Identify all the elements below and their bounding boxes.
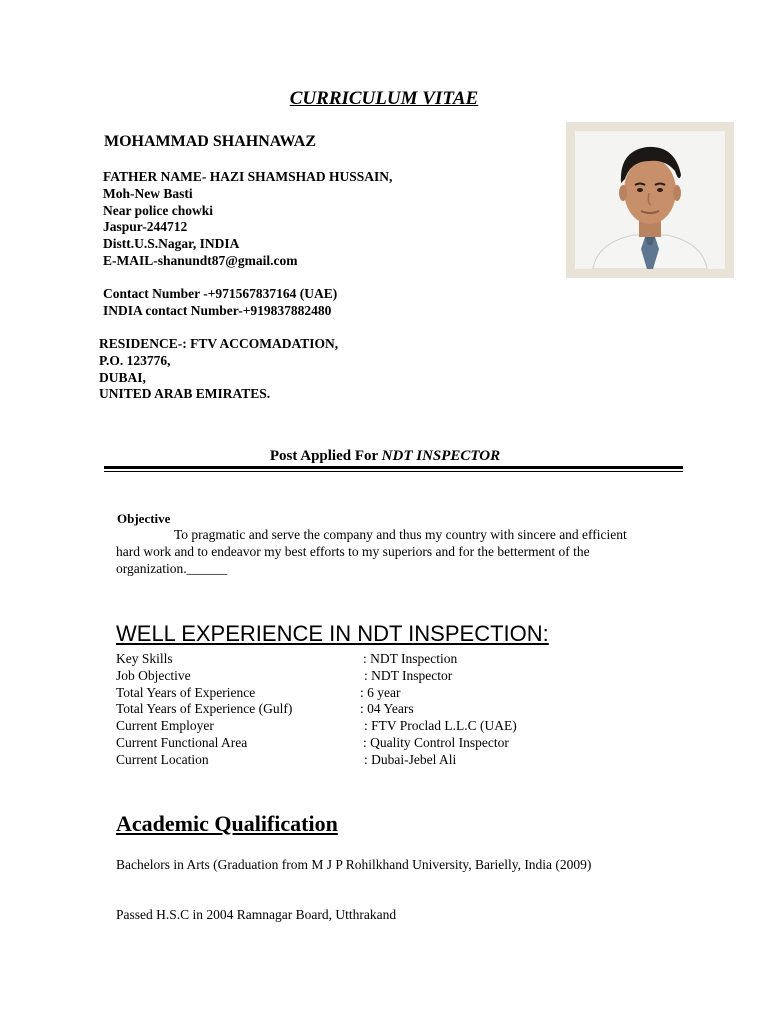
row-value: : Quality Control Inspector [363,734,509,750]
address-line: Moh-New Basti [103,185,193,201]
email-line: E-MAIL-shanundt87@gmail.com [103,252,298,268]
passport-photo [566,122,734,278]
document-title: CURRICULUM VITAE [289,88,479,109]
portrait-illustration [575,131,725,269]
residence-block [99,336,338,403]
post-label: Post Applied For [269,448,382,464]
row-value: : Dubai-Jebel Ali [364,751,457,767]
objective-text: To pragmatic and serve the company and thus my country with sincere and efficient hard work and to endeavor my best efforts to my superiors and for the betterment of the organization.______ [116,527,627,576]
objective-heading: Objective [117,511,171,526]
candidate-name: MOHAMMAD SHAHNAWAZ [104,133,316,150]
uae-contact-line: Contact Number -+971567837164 (UAE) [103,286,338,301]
post-applied-line [0,448,768,465]
academic-item: Bachelors in Arts (Graduation from M J P Rohilkhand University, Barielly, India (2009) [116,857,592,872]
row-key: Job Objective [116,667,191,683]
contact-block [103,286,337,320]
row-value: : NDT Inspection [363,651,458,666]
india-contact-line: INDIA contact Number-+919837882480 [103,302,332,318]
row-key: Current Employer [116,718,214,734]
experience-heading: WELL EXPERIENCE IN NDT INSPECTION: [116,621,549,646]
academic-item: Passed H.S.C in 2004 Ramnagar Board, Utthrakand [116,907,397,922]
residence-line: RESIDENCE-: FTV ACCOMADATION, [99,336,339,351]
address-block [103,169,392,270]
residence-line: DUBAI, [99,369,146,385]
row-value: : FTV Proclad L.L.C (UAE) [364,718,517,734]
photo-frame [575,131,725,269]
father-name-line: FATHER NAME- HAZI SHAMSHAD HUSSAIN, [103,169,393,184]
divider-thin [104,471,683,472]
row-key: Total Years of Experience [116,684,256,700]
post-value: NDT INSPECTOR [381,448,501,464]
row-key: Current Location [116,751,209,767]
academic-heading: Academic Qualification [116,811,338,836]
row-key: Current Functional Area [116,734,248,750]
row-value: : 6 year [360,684,401,700]
row-key: Key Skills [116,651,173,666]
divider-thick [104,466,683,469]
residence-line: UNITED ARAB EMIRATES. [99,386,271,402]
row-value: : NDT Inspector [364,667,453,683]
address-line: Jaspur-244712 [103,219,188,235]
row-value: : 04 Years [360,701,414,717]
address-line: Distt.U.S.Nagar, INDIA [103,236,240,252]
address-line: Near police chowki [103,202,213,218]
row-key: Total Years of Experience (Gulf) [116,701,293,717]
residence-line: P.O. 123776, [99,352,171,368]
